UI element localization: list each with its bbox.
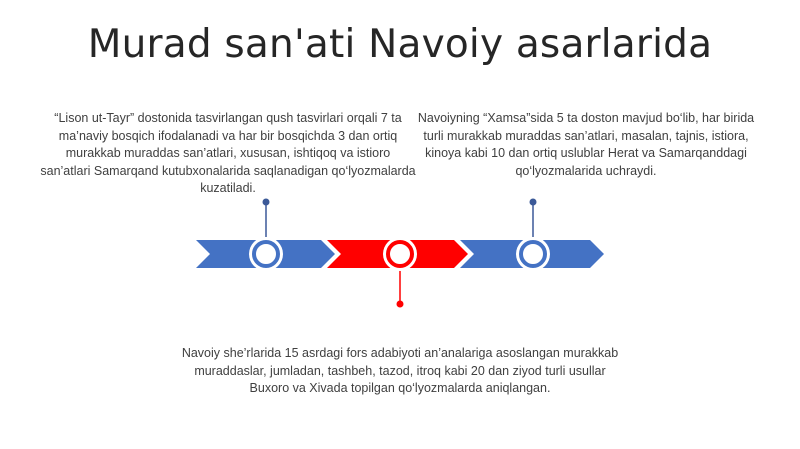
milestone-text-1: “Lison ut-Tayr” dostonida tasvirlangan qush tasvirlari orqali 7 ta ma’naviy bosqich ifodalanadi va har bir bosqichda 3 dan ortiq murakkab muraddas san’atlari, xususan, ishtiqoq va istioro san’atlari Samarqand kutubxonalarida saqlanadigan qo‘lyozmalarda kuzatiladi. (40, 111, 416, 195)
connector-dot-1 (263, 199, 270, 206)
milestone-marker-2 (383, 237, 417, 271)
milestone-marker-1 (249, 237, 283, 271)
milestone-text-2: Navoiy she’rlarida 15 asrdagi fors adabiyoti an’analariga asoslangan murakkab muraddaslar, jumladan, tashbeh, tazod, itroq kabi 20 dan ziyod turli usullar Buxoro va Xivada topilgan qo‘lyozmalarda aniqlangan. (181, 346, 619, 395)
slide-title: Murad san'ati Navoiy asarlarida (87, 22, 713, 67)
connector-dot-3 (530, 199, 537, 206)
milestone-text-3: Navoiyning “Xamsa”sida 5 ta doston mavjud bo‘lib, har birida turli murakkab muraddas san’atlari, masalan, tajnis, istiora, kinoya kabi 10 dan ortiq uslublar Herat va Samarqanddagi qo‘lyozmalarida uchraydi. (417, 111, 755, 178)
milestone-marker-3 (516, 237, 550, 271)
connector-dot-2 (397, 301, 404, 308)
